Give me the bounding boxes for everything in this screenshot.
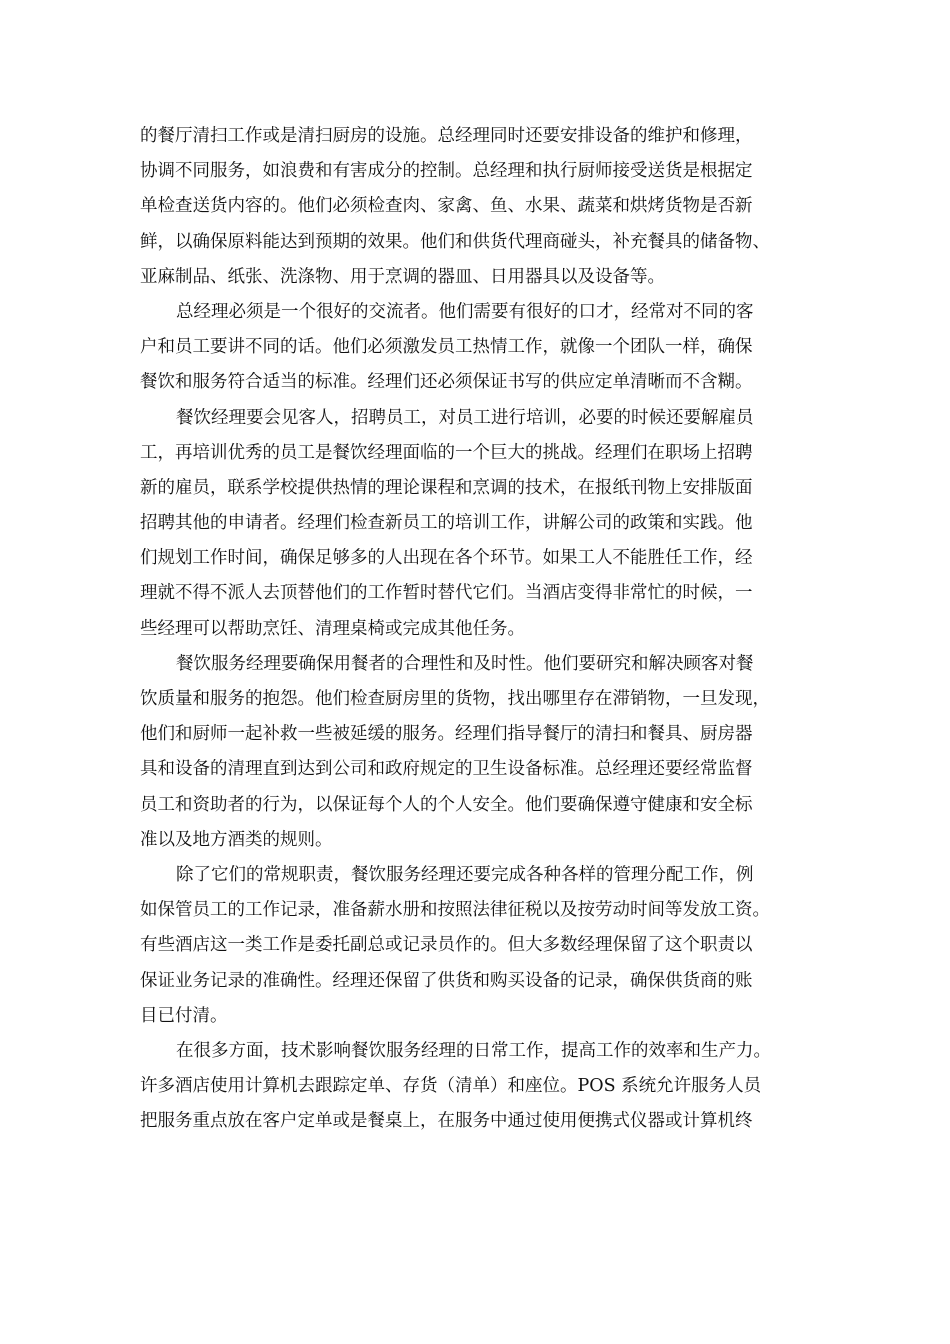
paragraph bbox=[140, 401, 840, 647]
text-line: 总经理必须是一个很好的交流者。他们需要有很好的口才，经常对不同的客 bbox=[176, 301, 754, 322]
paragraph bbox=[140, 1034, 840, 1140]
paragraph bbox=[140, 858, 840, 1034]
paragraph bbox=[140, 119, 840, 295]
text-line: 餐饮服务经理要确保用餐者的合理性和及时性。他们要研究和解决顾客对餐 bbox=[176, 653, 754, 674]
text-line: 在很多方面，技术影响餐饮服务经理的日常工作，提高工作的效率和生产力。 bbox=[176, 1040, 771, 1061]
text-line: 许多酒店使用计算机去跟踪定单、存货（清单）和座位。POS 系统允许服务人员 bbox=[140, 1076, 762, 1097]
text-line: 他们和厨师一起补救一些被延缓的服务。经理们指导餐厅的清扫和餐具、厨房器 bbox=[140, 724, 753, 745]
text-line: 如保管员工的工作记录，准备薪水册和按照法律征税以及按劳动时间等发放工资。 bbox=[140, 900, 770, 921]
text-line: 准以及地方酒类的规则。 bbox=[140, 829, 333, 850]
text-line: 户和员工要讲不同的话。他们必须激发员工热情工作，就像一个团队一样，确保 bbox=[140, 337, 753, 358]
text-line: 餐饮和服务符合适当的标准。经理们还必须保证书写的供应定单清晰而不含糊。 bbox=[140, 372, 753, 393]
text-line: 招聘其他的申请者。经理们检查新员工的培训工作，讲解公司的政策和实践。他 bbox=[140, 513, 753, 534]
text-line: 工，再培训优秀的员工是餐饮经理面临的一个巨大的挑战。经理们在职场上招聘 bbox=[140, 442, 753, 463]
text-line: 员工和资助者的行为，以保证每个人的个人安全。他们要确保遵守健康和安全标 bbox=[140, 794, 753, 815]
text-line: 协调不同服务，如浪费和有害成分的控制。总经理和执行厨师接受送货是根据定 bbox=[140, 161, 753, 182]
paragraph bbox=[140, 295, 840, 401]
text-line: 除了它们的常规职责，餐饮服务经理还要完成各种各样的管理分配工作，例 bbox=[176, 864, 754, 885]
text-line: 有些酒店这一类工作是委托副总或记录员作的。但大多数经理保留了这个职责以 bbox=[140, 935, 753, 956]
text-line: 具和设备的清理直到达到公司和政府规定的卫生设备标准。总经理还要经常监督 bbox=[140, 759, 753, 780]
text-line: 目已付清。 bbox=[140, 1005, 228, 1026]
paragraph bbox=[140, 647, 840, 858]
text-line: 保证业务记录的准确性。经理还保留了供货和购买设备的记录，确保供货商的账 bbox=[140, 970, 753, 991]
text-line: 餐饮经理要会见客人，招聘员工，对员工进行培训，必要的时候还要解雇员 bbox=[176, 407, 754, 428]
document-body bbox=[140, 119, 840, 1139]
text-line: 的餐厅清扫工作或是清扫厨房的设施。总经理同时还要安排设备的维护和修理， bbox=[140, 126, 753, 146]
text-line: 理就不得不派人去顶替他们的工作暂时替代它们。当酒店变得非常忙的时候，一 bbox=[140, 583, 753, 604]
text-line: 新的雇员，联系学校提供热情的理论课程和烹调的技术，在报纸刊物上安排版面 bbox=[140, 477, 753, 498]
text-line: 亚麻制品、纸张、洗涤物、用于烹调的器皿、日用器具以及设备等。 bbox=[140, 266, 665, 287]
text-line: 把服务重点放在客户定单或是餐桌上，在服务中通过使用便携式仪器或计算机终 bbox=[140, 1111, 753, 1132]
text-line: 们规划工作时间，确保足够多的人出现在各个环节。如果工人不能胜任工作，经 bbox=[140, 548, 753, 569]
text-line: 饮质量和服务的抱怨。他们检查厨房里的货物，找出哪里存在滞销物，一旦发现， bbox=[140, 689, 770, 709]
text-line: 些经理可以帮助烹饪、清理桌椅或完成其他任务。 bbox=[140, 618, 525, 639]
text-line: 鲜，以确保原料能达到预期的效果。他们和供货代理商碰头，补充餐具的储备物、 bbox=[140, 231, 770, 252]
text-line: 单检查送货内容的。他们必须检查肉、家禽、鱼、水果、蔬菜和烘烤货物是否新 bbox=[140, 196, 753, 217]
